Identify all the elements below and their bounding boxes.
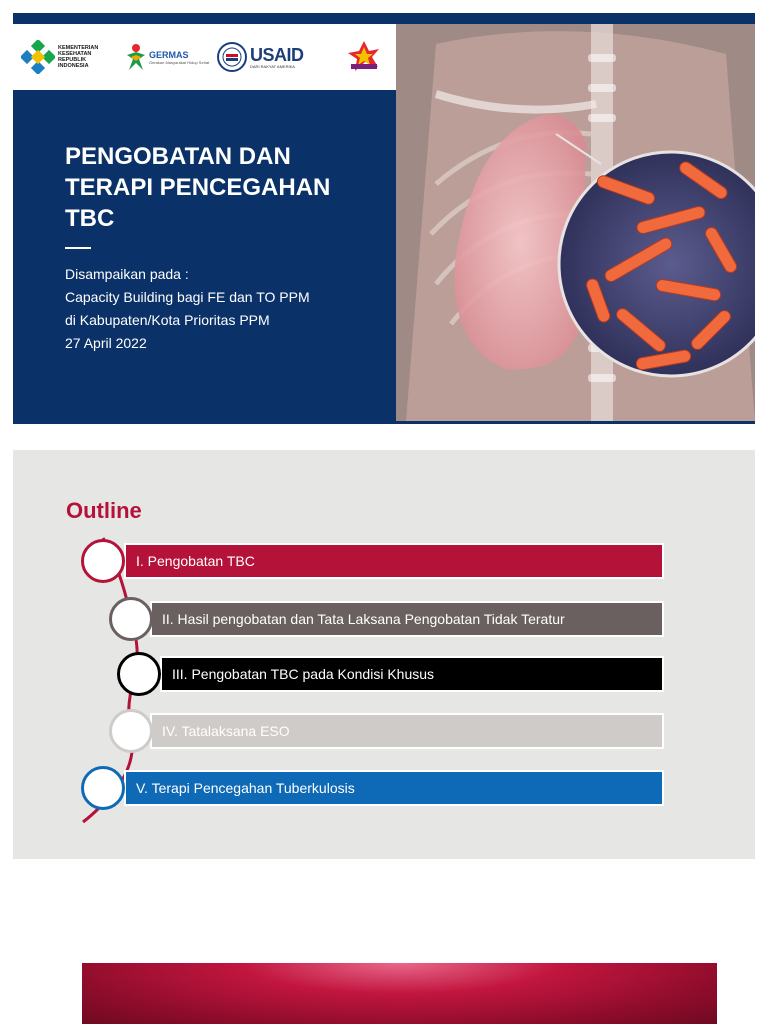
top-bar (13, 13, 755, 24)
usaid-seal-icon (217, 42, 247, 72)
outline-item-1-bar (124, 543, 664, 579)
outline-item-5-label: V. Terapi Pencegahan Tuberkulosis (136, 780, 355, 796)
germas-logo (125, 24, 209, 90)
outline-item-1-marker (81, 539, 125, 583)
outline-item-5-bar (124, 770, 664, 806)
outline-title: Outline (66, 498, 142, 523)
subtitle-line: Capacity Building bagi FE dan TO PPM (65, 289, 310, 305)
outline-item-4-bar (150, 713, 664, 749)
lung-illustration-icon (396, 24, 755, 421)
subtitle-line: di Kabupaten/Kota Prioritas PPM (65, 312, 270, 328)
lung-bacteria-illustration (396, 24, 755, 421)
germas-text: GERMAS (149, 49, 189, 60)
tb-campaign-icon (345, 37, 383, 77)
outline-item-3-marker (117, 652, 161, 696)
outline-item-1-label: I. Pengobatan TBC (136, 553, 255, 569)
subtitle-line: Disampaikan pada : (65, 266, 189, 282)
outline-item-3-bar (160, 656, 664, 692)
subtitle-line: 27 April 2022 (65, 335, 147, 351)
presentation-subtitle (65, 263, 385, 355)
outline-item-2-bar (150, 601, 664, 637)
outline-item-3-label: III. Pengobatan TBC pada Kondisi Khusus (172, 666, 435, 682)
kemenkes-icon (21, 40, 55, 74)
title-slide (13, 13, 755, 424)
kemenkes-text: KEMENTERIAN KESEHATAN REPUBLIK INDONESIA (58, 45, 99, 69)
outline-item-2-marker (109, 597, 153, 641)
outline-item-4-marker (109, 709, 153, 753)
kemenkes-logo (21, 24, 98, 90)
outline-item-4-label: IV. Tatalaksana ESO (162, 723, 290, 739)
outline-item-5-marker (81, 766, 125, 810)
title-divider (65, 247, 91, 249)
hero-bottom-line (396, 421, 755, 424)
outline-item-2-label: II. Hasil pengobatan dan Tata Laksana Pengobatan Tidak Teratur (162, 611, 565, 627)
germas-icon (125, 43, 147, 71)
germas-subtext: Gerakan Masyarakat Hidup Sehat (149, 59, 210, 65)
logo-strip (13, 24, 396, 90)
next-slide-preview (82, 963, 717, 1024)
usaid-text: USAID (250, 44, 304, 65)
usaid-logo (217, 24, 304, 90)
outline-slide (13, 450, 755, 859)
tb-campaign-logo (345, 24, 383, 90)
presentation-title: PENGOBATAN DAN TERAPI PENCEGAHAN TBC (65, 143, 331, 232)
usaid-subtext: DARI RAKYAT AMERIKA (250, 63, 295, 69)
